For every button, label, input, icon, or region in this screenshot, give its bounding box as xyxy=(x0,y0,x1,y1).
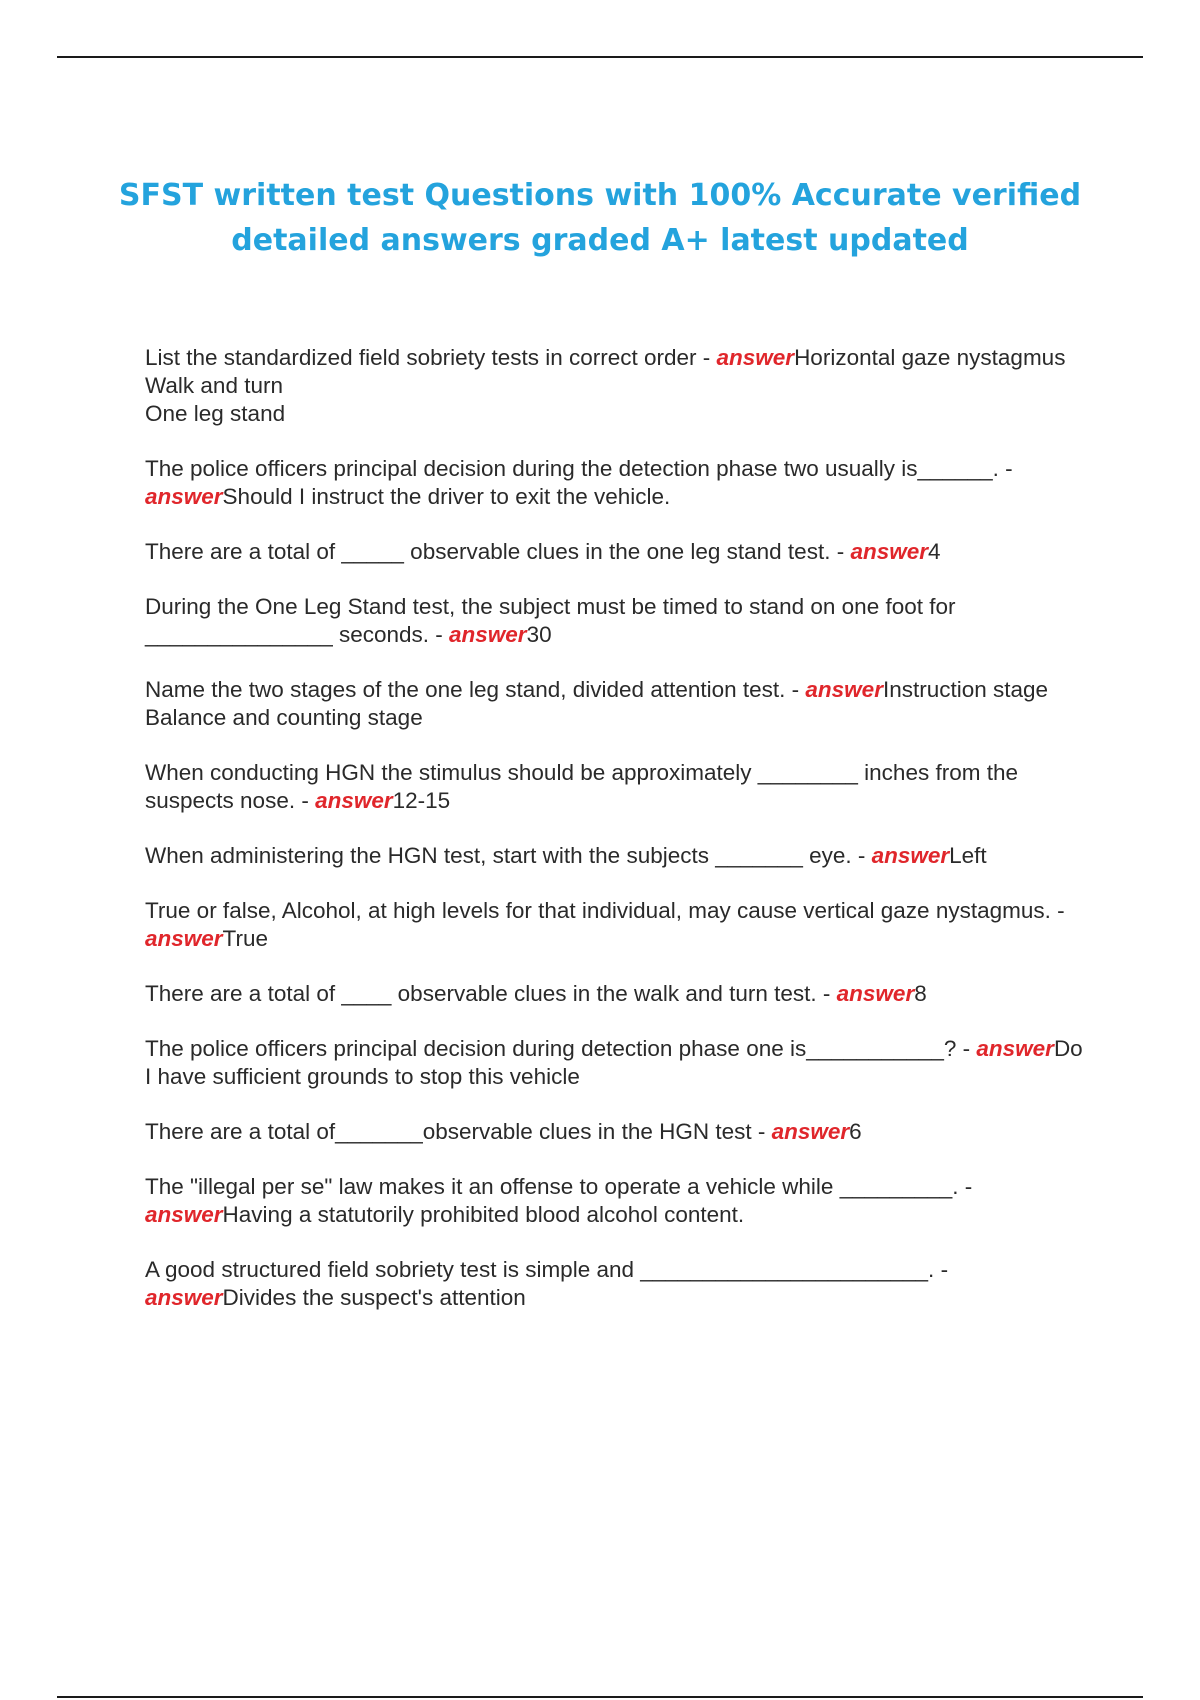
answer-text: Balance and counting stage xyxy=(145,705,423,730)
answer-text: True xyxy=(222,926,268,951)
answer-text: Horizontal gaze nystagmus xyxy=(794,345,1066,370)
question-text: When conducting HGN the stimulus should be approximately ________ inches from the suspects nose. - xyxy=(145,760,1025,813)
answer-keyword: answer xyxy=(850,539,928,564)
answer-text: Do I have sufficient grounds to stop this vehicle xyxy=(145,1036,1089,1089)
answer-keyword: answer xyxy=(449,622,527,647)
document-title: SFST written test Questions with 100% Accurate verified detailed answers graded A+ latest updated xyxy=(118,178,1082,258)
answer-text: Instruction stage xyxy=(882,677,1049,702)
answer-text: Divides the suspect's attention xyxy=(222,1285,526,1310)
qa-item xyxy=(145,593,1090,649)
answer-text: Having a statutorily prohibited blood alcohol content. xyxy=(222,1202,745,1227)
question-text: The police officers principal decision during the detection phase two usually is______. - xyxy=(145,456,1019,481)
answer-keyword: answer xyxy=(145,484,223,509)
answer-text: One leg stand xyxy=(145,401,286,426)
question-text: The police officers principal decision during detection phase one is___________? - xyxy=(145,1036,977,1061)
question-text: When administering the HGN test, start with the subjects _______ eye. - xyxy=(145,843,872,868)
answer-keyword: answer xyxy=(145,926,223,951)
answer-text: 6 xyxy=(849,1119,862,1144)
answer-keyword: answer xyxy=(145,1202,223,1227)
qa-list xyxy=(145,344,1090,1339)
qa-item xyxy=(145,897,1090,953)
question-text: During the One Leg Stand test, the subject must be timed to stand on one foot for _______________ seconds. - xyxy=(145,594,962,647)
question-text: A good structured field sobriety test is simple and _______________________. - xyxy=(145,1257,955,1282)
qa-item xyxy=(145,1118,1090,1146)
question-text: Name the two stages of the one leg stand, divided attention test. - xyxy=(145,677,806,702)
qa-item xyxy=(145,759,1090,815)
answer-text: 4 xyxy=(928,539,941,564)
answer-keyword: answer xyxy=(145,1285,223,1310)
question-text: List the standardized field sobriety tests in correct order - xyxy=(145,345,717,370)
qa-item xyxy=(145,455,1090,511)
question-text: There are a total of_______observable clues in the HGN test - xyxy=(145,1119,772,1144)
question-text: There are a total of _____ observable clues in the one leg stand test. - xyxy=(145,539,851,564)
qa-item xyxy=(145,1173,1090,1229)
bottom-rule xyxy=(57,1696,1143,1698)
answer-keyword: answer xyxy=(805,677,883,702)
qa-item xyxy=(145,538,1090,566)
qa-item xyxy=(145,344,1090,428)
answer-text: 8 xyxy=(914,981,927,1006)
answer-keyword: answer xyxy=(315,788,393,813)
top-rule xyxy=(57,56,1143,58)
answer-keyword: answer xyxy=(716,345,795,370)
qa-item xyxy=(145,842,1090,870)
answer-keyword: answer xyxy=(771,1119,850,1144)
qa-item xyxy=(145,676,1090,732)
answer-text: 12-15 xyxy=(392,788,451,813)
answer-text: Walk and turn xyxy=(145,373,283,398)
qa-item xyxy=(145,980,1090,1008)
answer-keyword: answer xyxy=(871,843,950,868)
answer-keyword: answer xyxy=(976,1036,1054,1061)
answer-keyword: answer xyxy=(836,981,915,1006)
answer-text: Left xyxy=(949,843,987,868)
qa-item xyxy=(145,1256,1090,1312)
question-text: The "illegal per se" law makes it an offense to operate a vehicle while _________. - xyxy=(145,1174,979,1199)
answer-text: 30 xyxy=(526,622,552,647)
question-text: True or false, Alcohol, at high levels for that individual, may cause vertical gaze nystagmus. - xyxy=(145,898,1071,923)
question-text: There are a total of ____ observable clues in the walk and turn test. - xyxy=(145,981,837,1006)
qa-item xyxy=(145,1035,1090,1091)
answer-text: Should I instruct the driver to exit the vehicle. xyxy=(222,484,671,509)
